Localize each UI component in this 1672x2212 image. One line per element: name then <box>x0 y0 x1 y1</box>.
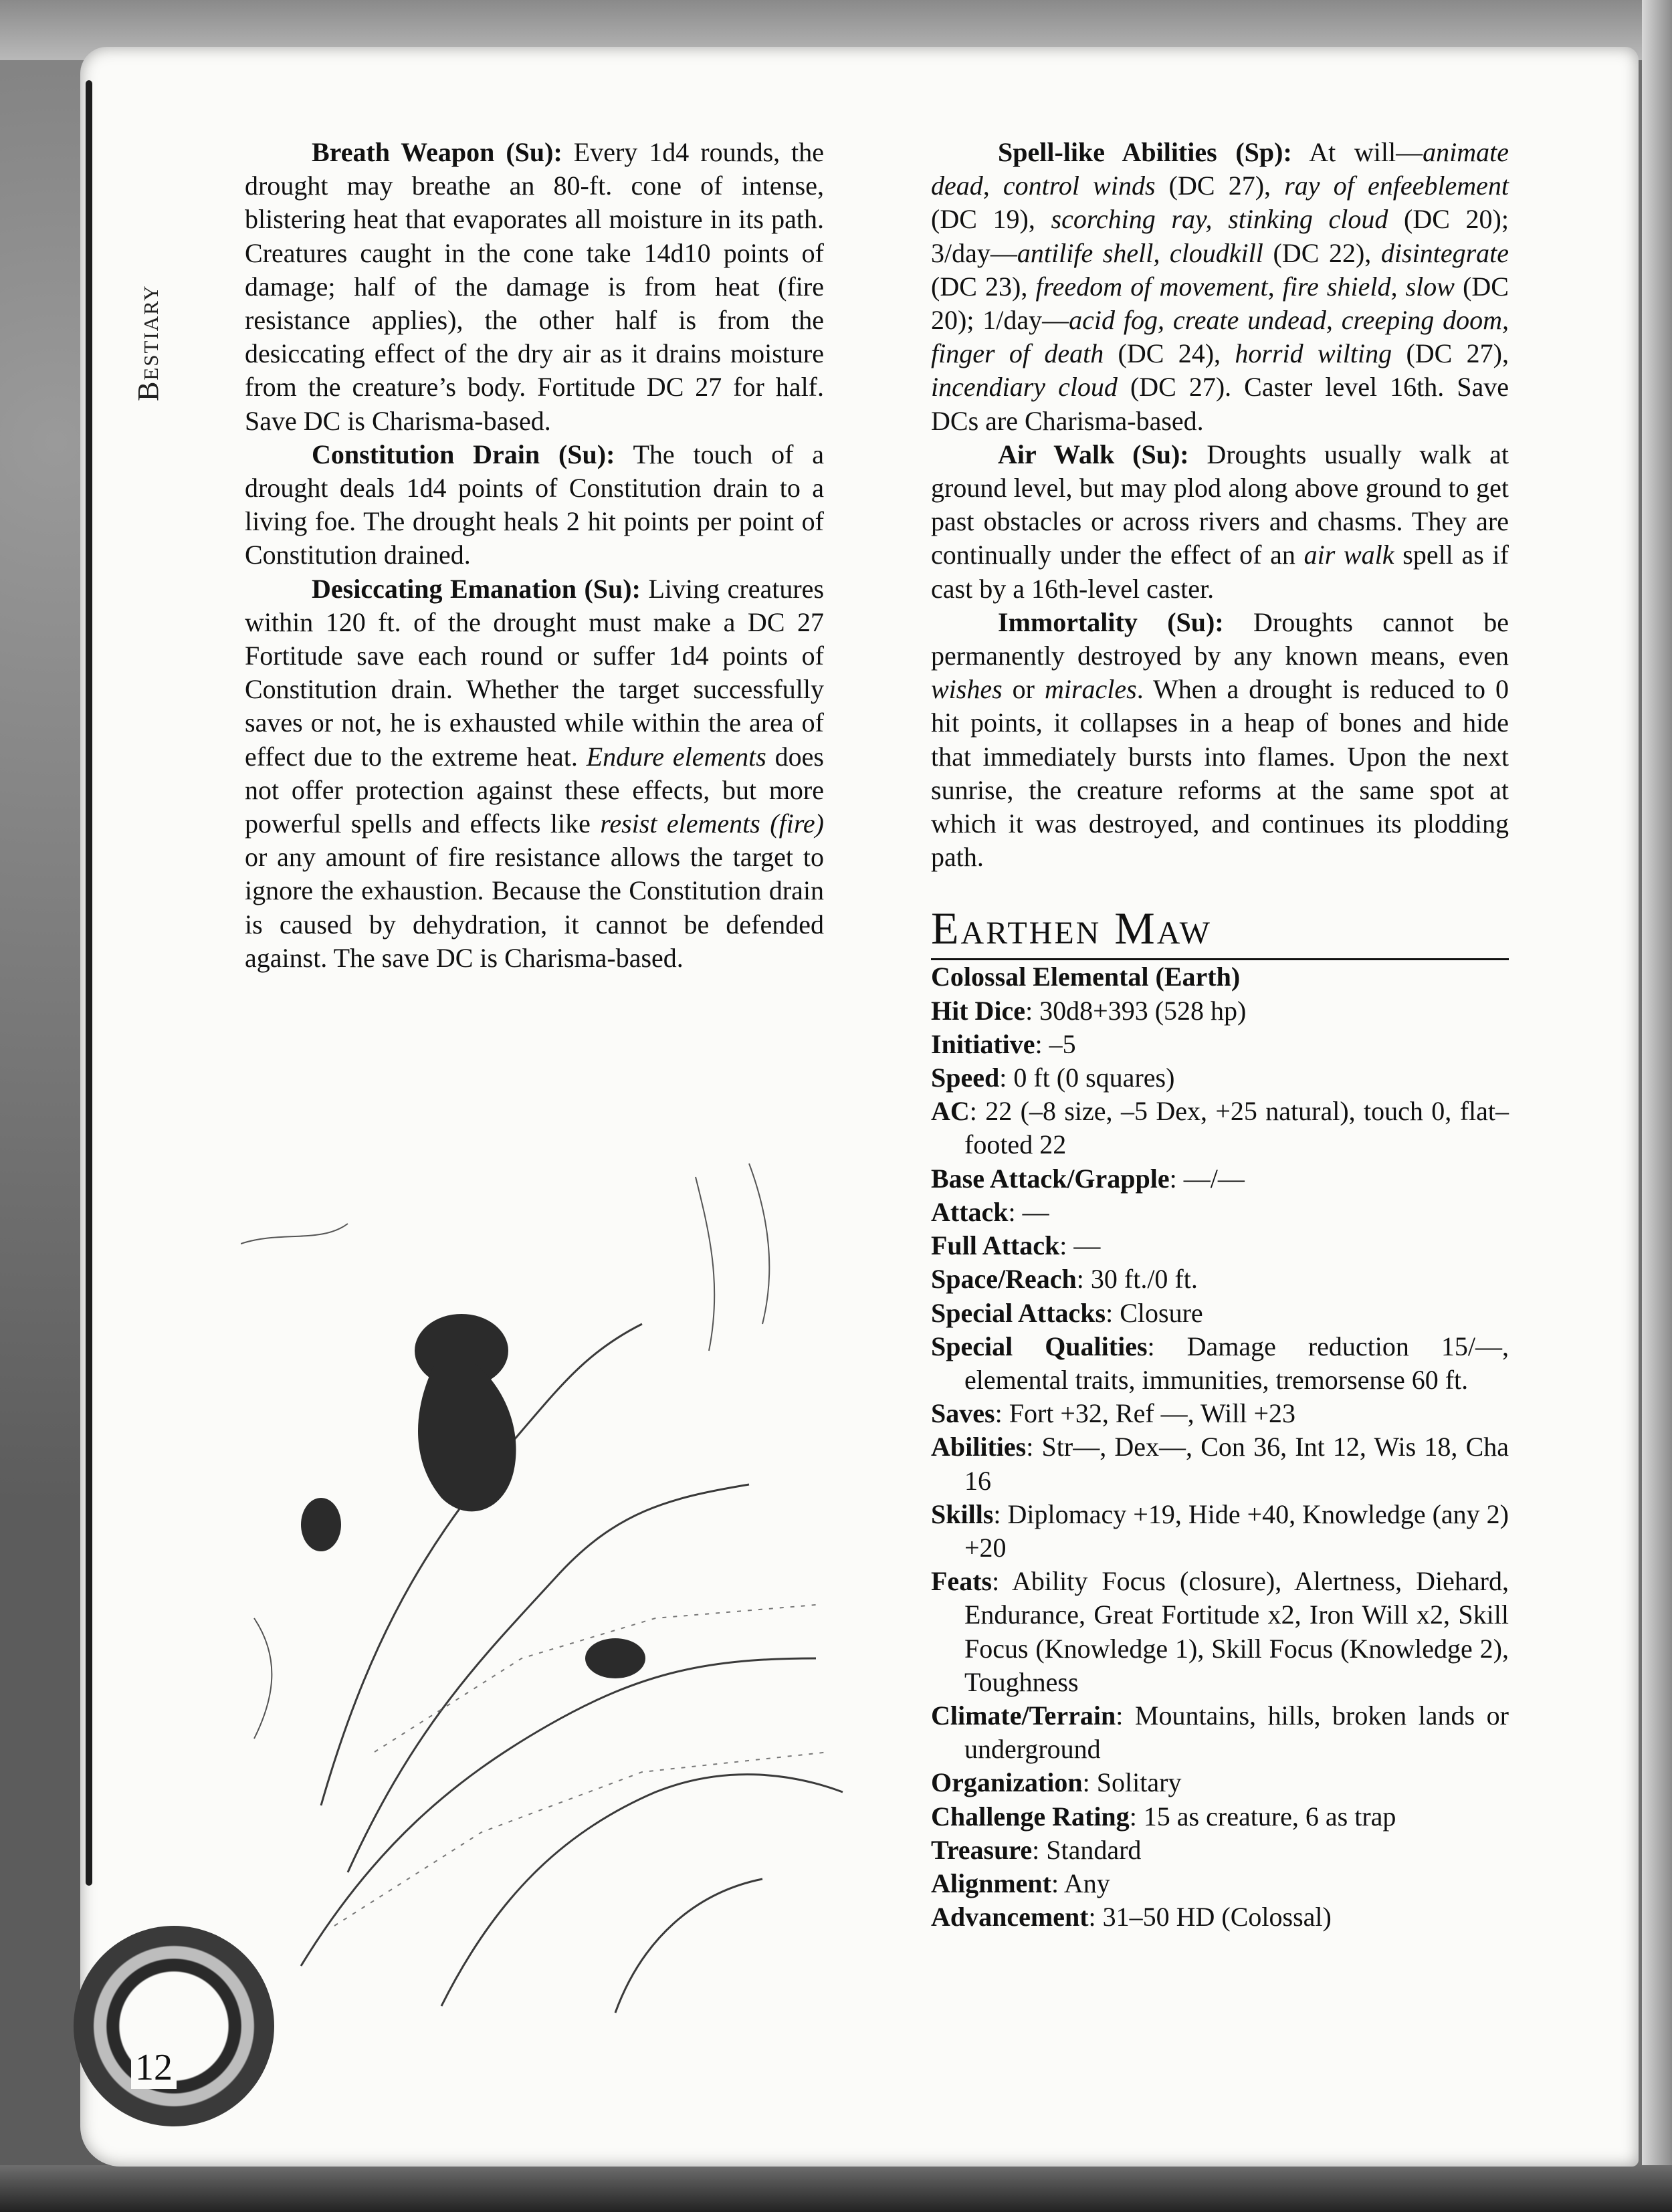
spell-like-text: (DC 20); 1/day— <box>931 271 1509 336</box>
stat-line <box>931 1229 1509 1262</box>
stat-value: : Solitary <box>1082 1767 1182 1798</box>
spell-like-text: (DC 27). Caster level 16th. Save DCs are Charisma-based. <box>931 372 1509 436</box>
stat-line <box>931 1766 1509 1799</box>
desiccating-paragraph <box>245 572 824 975</box>
spell-name: ray of enfeeblement <box>1284 171 1509 201</box>
stat-line <box>931 1800 1509 1834</box>
stat-value: : 30 ft./0 ft. <box>1076 1264 1198 1295</box>
breath-weapon-text: Every 1d4 rounds, the drought may breathe an 80-ft. cone of intense, blistering heat that evaporates all moisture in its path. Creatures caught in the cone take 14d10 points of damage; half of the damage is from heat (fire resistance applies), the other half is from the desiccating effect of the dry air as it drains moisture from the creature’s body. Fortitude DC 27 for half. Save DC is Charisma-based. <box>245 137 824 436</box>
immortality-label: Immortality (Su): <box>998 606 1224 637</box>
desiccating-italic: resist elements (fire) <box>600 808 824 839</box>
stone-frame-right <box>1642 0 1672 2212</box>
stat-label: Climate/Terrain <box>931 1700 1116 1731</box>
stat-line <box>931 1196 1509 1229</box>
stat-label: Abilities <box>931 1432 1027 1462</box>
spell-name: miracles <box>1044 674 1137 705</box>
stat-value: : 15 as creature, 6 as trap <box>1129 1801 1396 1832</box>
stat-line <box>931 1061 1509 1095</box>
stat-value: : Ability Focus (closure), Alertness, Diehard, Endurance, Great Fortitude x2, Iron Will x2, Skill Focus (Knowledge 1), Skill Focus (Knowledge 2), Toughness <box>964 1566 1509 1697</box>
stat-line <box>931 1699 1509 1766</box>
breath-weapon-label: Breath Weapon (Su): <box>312 137 562 167</box>
stat-line <box>931 1330 1509 1397</box>
desiccating-italic: Endure elements <box>586 741 766 772</box>
constitution-drain-paragraph <box>245 438 824 572</box>
stat-line <box>931 1430 1509 1497</box>
stone-frame-bottom <box>0 2165 1672 2212</box>
desiccating-label: Desiccating Emanation (Su): <box>312 573 641 604</box>
stat-value: : 0 ft (0 squares) <box>999 1063 1175 1093</box>
stat-line <box>931 1297 1509 1330</box>
stat-label: Initiative <box>931 1028 1035 1059</box>
stat-label: Saves <box>931 1398 995 1429</box>
stat-line <box>931 994 1509 1028</box>
right-column <box>931 136 1509 1934</box>
stat-value: : Damage reduction 15/—, elemental traits, immunities, tremorsense 60 ft. <box>964 1331 1509 1395</box>
stat-label: Hit Dice <box>931 995 1026 1026</box>
stat-line <box>931 1900 1509 1934</box>
spell-name: antilife shell, cloudkill <box>1017 237 1263 268</box>
stat-value: : 31–50 HD (Colossal) <box>1088 1902 1332 1932</box>
constitution-drain-label: Constitution Drain (Su): <box>312 439 615 469</box>
stat-line <box>931 1162 1509 1196</box>
stat-line <box>931 1262 1509 1296</box>
stat-label: AC <box>931 1096 970 1127</box>
spell-like-text: (DC 22), <box>1263 237 1381 268</box>
spell-like-text: (DC 24), <box>1104 338 1235 369</box>
spell-like-text: (DC 27), <box>1155 171 1285 201</box>
stat-value: : —/— <box>1169 1163 1245 1194</box>
stat-value: : –5 <box>1035 1028 1076 1059</box>
monster-heading: Earthen Maw <box>931 905 1509 960</box>
stat-label: Treasure <box>931 1834 1033 1865</box>
stat-value: : — <box>1059 1230 1101 1261</box>
stat-value: : Str—, Dex—, Con 36, Int 12, Wis 18, Cha 16 <box>964 1432 1509 1496</box>
breath-weapon-paragraph <box>245 136 824 438</box>
stat-value: : 22 (–8 size, –5 Dex, +25 natural), touch 0, flat–footed 22 <box>964 1096 1509 1160</box>
spell-name: horrid wilting <box>1235 338 1392 369</box>
stat-line <box>931 1834 1509 1867</box>
stat-line <box>931 1498 1509 1565</box>
stat-value: : Mountains, hills, broken lands or underground <box>964 1700 1509 1765</box>
desiccating-text: does not offer protection against these effects, but more powerful spells and effects like <box>245 741 824 839</box>
desiccating-text: or any amount of fire resistance allows the target to ignore the exhaustion. Because the Constitution drain is caused by dehydration, it cannot be defended against. The save DC is Charisma-based. <box>245 842 824 973</box>
stat-label: Feats <box>931 1566 992 1597</box>
air-walk-label: Air Walk (Su): <box>998 439 1189 469</box>
immortality-text: . When a drought is reduced to 0 hit points, it collapses in a heap of bones and hide that immediately bursts into flames. Upon the next sunrise, the creature reforms at the same spot at which it was destroyed, and continues its plodding path. <box>931 674 1509 873</box>
spell-name: wishes <box>931 674 1003 705</box>
stat-value: : — <box>1008 1196 1049 1227</box>
stat-value: : Fort +32, Ref —, Will +23 <box>995 1398 1296 1429</box>
left-column <box>245 136 824 975</box>
spell-like-text: (DC 19), <box>931 204 1051 235</box>
stat-label: Full Attack <box>931 1230 1060 1261</box>
section-tab: Bestiary <box>132 284 165 401</box>
stat-value: : Closure <box>1106 1297 1203 1328</box>
stat-label: Attack <box>931 1196 1009 1227</box>
stat-label: Advancement <box>931 1902 1089 1932</box>
stat-label: Challenge Rating <box>931 1801 1130 1832</box>
stat-label: Speed <box>931 1063 1000 1093</box>
stat-value: : Any <box>1051 1868 1110 1898</box>
left-border-rule <box>86 80 92 1886</box>
stat-line <box>931 1095 1509 1162</box>
stat-label: Base Attack/Grapple <box>931 1163 1170 1194</box>
spell-like-label: Spell-like Abilities (Sp): <box>998 137 1292 167</box>
spell-like-text: (DC 20); 3/day— <box>931 204 1509 268</box>
constitution-drain-text: The touch of a drought deals 1d4 points of Constitution drain to a living foe. The drought heals 2 hit points per point of Constitution drained. <box>245 439 824 570</box>
spell-like-text: (DC 23), <box>931 271 1036 302</box>
spell-like-paragraph <box>931 136 1509 438</box>
stat-value: : Diplomacy +19, Hide +40, Knowledge (any 2) +20 <box>964 1499 1509 1563</box>
stat-line <box>931 1867 1509 1900</box>
stat-label: Organization <box>931 1767 1083 1798</box>
page-number: 12 <box>131 2046 177 2089</box>
stat-label: Space/Reach <box>931 1264 1077 1295</box>
spell-name: disintegrate <box>1380 237 1509 268</box>
spell-like-text: At will— <box>1291 137 1423 167</box>
air-walk-text: Droughts usually walk at ground level, but may plod along above ground to get past obstacles or across rivers and chasms. They are continually under the effect of an <box>931 439 1509 570</box>
immortality-text: or <box>1002 674 1045 705</box>
spell-like-text: (DC 27), <box>1392 338 1509 369</box>
stat-label: Special Qualities <box>931 1331 1148 1361</box>
air-walk-text: spell as if cast by a 16th-level caster. <box>931 540 1509 604</box>
stat-line <box>931 1397 1509 1430</box>
stat-label: Special Attacks <box>931 1297 1106 1328</box>
spell-name: scorching ray, stinking cloud <box>1051 204 1388 235</box>
spell-name: animate dead, control winds <box>931 137 1509 201</box>
stat-value: : Standard <box>1032 1834 1142 1865</box>
spell-name: acid fog, create undead, creeping doom, finger of death <box>931 305 1509 369</box>
stat-block <box>931 994 1509 1934</box>
spell-name: incendiary cloud <box>931 372 1118 403</box>
air-walk-paragraph <box>931 438 1509 606</box>
stat-value: : 30d8+393 (528 hp) <box>1025 995 1247 1026</box>
spell-name: freedom of movement, fire shield, slow <box>1035 271 1455 302</box>
monster-type-line: Colossal Elemental (Earth) <box>931 962 1241 992</box>
immortality-text: Droughts cannot be permanently destroyed by any known means, even <box>931 606 1509 671</box>
spell-name: air walk <box>1303 540 1394 570</box>
desiccating-text: Living creatures within 120 ft. of the drought must make a DC 27 Fortitude save each round or suffer 1d4 points of Constitution drain. Whether the target successfully saves or not, he is exhausted while within the area of effect due to the extreme heat. <box>245 573 825 772</box>
drought-creature-illustration <box>241 1150 863 2019</box>
stat-line <box>931 1565 1509 1699</box>
stat-label: Skills <box>931 1499 994 1529</box>
stat-line <box>931 1028 1509 1061</box>
stat-label: Alignment <box>931 1868 1051 1898</box>
immortality-paragraph <box>931 606 1509 875</box>
